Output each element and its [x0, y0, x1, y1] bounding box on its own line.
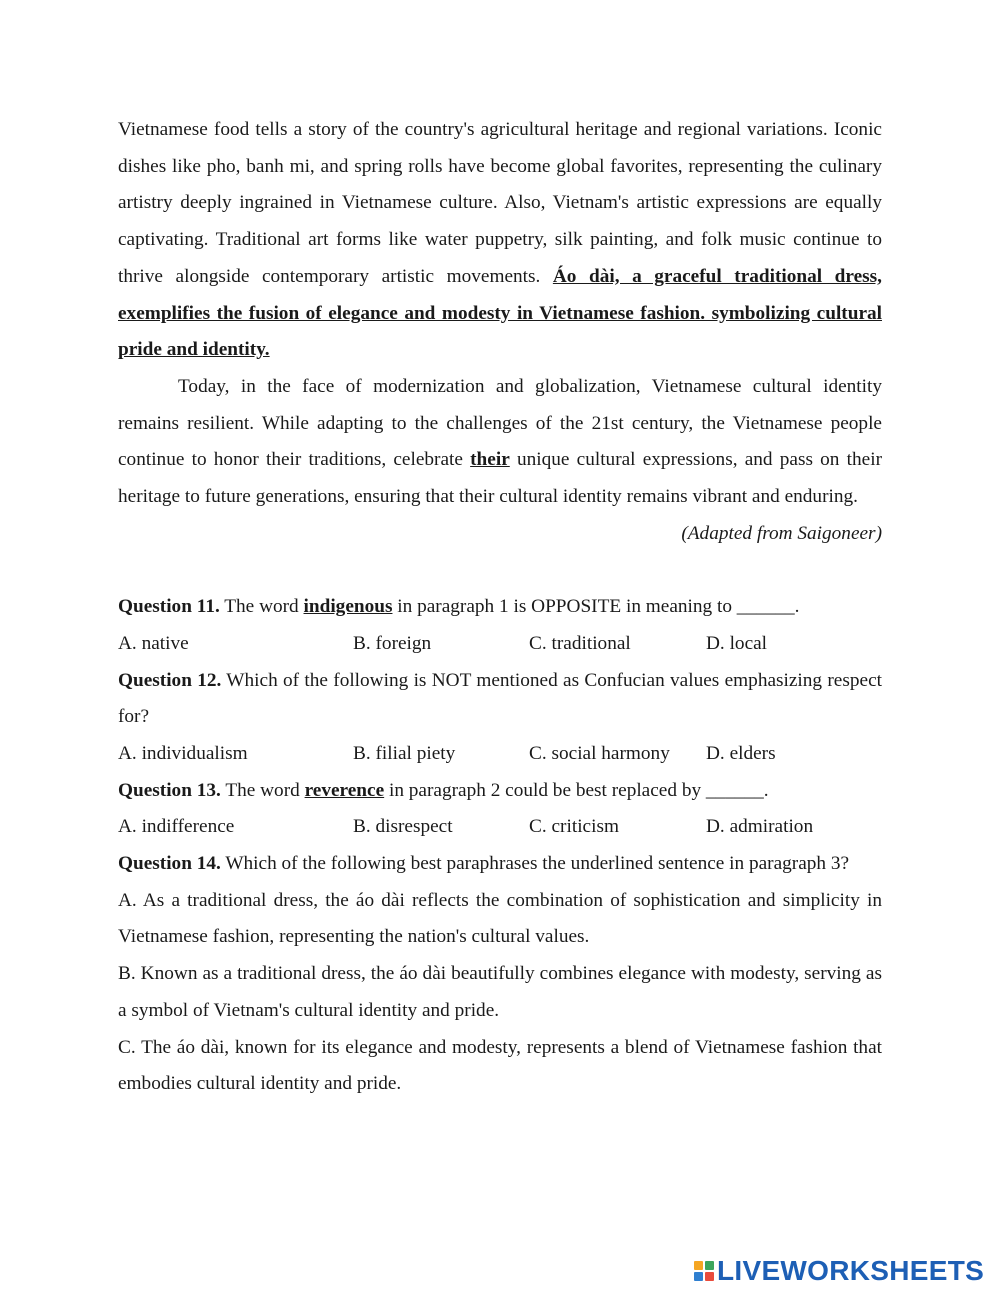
worksheet-page — [118, 112, 882, 1103]
question-11-text-after: in paragraph 1 is OPPOSITE in meaning to ______. — [392, 596, 800, 618]
passage-paragraph-3 — [118, 112, 882, 369]
question-13-option-a[interactable]: A. indifference — [118, 816, 235, 838]
question-14-option-b[interactable]: B. Known as a traditional dress, the áo dài beautifully combines elegance with modesty, serving as a symbol of Vietnam's cultural identity and pride. — [118, 963, 882, 1021]
question-13-text-before: The word — [220, 779, 305, 801]
question-11-keyword: indigenous — [303, 596, 393, 618]
underlined-word-their: their — [470, 449, 510, 471]
question-12-option-d[interactable]: D. elders — [706, 742, 776, 764]
paragraph-4-text-before: Today, in the face of modernization and globalization, Vietnamese cultural identity remains resilient. While adapting to the challenges of the 21st century, the Vietnamese people continue to honor their traditions, celebrate — [118, 375, 882, 471]
question-11-option-a[interactable]: A. native — [118, 632, 189, 654]
question-14-label: Question 14. — [118, 853, 221, 875]
logo-text: LIVEWORKSHEETS — [717, 1255, 985, 1286]
question-11-option-c[interactable]: C. traditional — [529, 632, 631, 654]
question-14-option-c[interactable]: C. The áo dài, known for its elegance and modesty, represents a blend of Vietnamese fashion that embodies cultural identity and pride. — [118, 1036, 882, 1095]
question-13-option-d[interactable]: D. admiration — [706, 816, 814, 838]
question-11-option-b[interactable]: B. foreign — [353, 632, 432, 654]
question-11-options — [118, 626, 882, 663]
question-13-keyword: reverence — [304, 779, 385, 801]
question-12-option-c[interactable]: C. social harmony — [529, 742, 670, 764]
question-12 — [118, 663, 882, 736]
liveworksheets-logo[interactable] — [694, 1256, 984, 1286]
liveworksheets-logo-icon — [694, 1261, 714, 1281]
question-11-label: Question 11. — [118, 596, 220, 618]
underlined-sentence: Áo dài, a graceful traditional dress, exemplifies the fusion of elegance and modesty in Vietnamese fashion. symbolizing cultural pride and identity. — [118, 265, 882, 361]
question-11-option-d[interactable]: D. local — [706, 632, 768, 654]
question-11-text-before: The word — [219, 596, 304, 618]
question-14-text: Which of the following best paraphrases the underlined sentence in paragraph 3? — [220, 853, 850, 875]
question-13-option-c[interactable]: C. criticism — [529, 816, 619, 838]
question-13 — [118, 773, 882, 810]
source-citation: (Adapted from Saigoneer) — [681, 522, 882, 544]
spacer — [118, 552, 882, 589]
question-12-options — [118, 736, 882, 773]
question-11 — [118, 589, 882, 626]
question-13-options — [118, 809, 882, 846]
question-12-label: Question 12. — [118, 669, 222, 691]
question-12-text: Which of the following is NOT mentioned as Confucian values emphasizing respect for? — [118, 669, 882, 728]
paragraph-4-text-after: unique cultural expressions, and pass on their heritage to future generations, ensuring that their cultural identity remains vibrant and enduring. — [118, 449, 882, 508]
question-13-label: Question 13. — [118, 779, 221, 801]
question-12-option-b[interactable]: B. filial piety — [353, 742, 456, 764]
question-12-option-a[interactable]: A. individualism — [118, 742, 248, 764]
passage-paragraph-4 — [118, 369, 882, 516]
paragraph-3-text: Vietnamese food tells a story of the country's agricultural heritage and regional variations. Iconic dishes like pho, banh mi, and spring rolls have become global favorites, representing the culinary artistry deeply ingrained in Vietnamese culture. Also, Vietnam's artistic expressions are equally captivating. Traditional art forms like water puppetry, silk painting, and folk music continue to thrive alongside contemporary artistic movements. — [118, 119, 882, 287]
question-14 — [118, 846, 882, 883]
question-13-option-b[interactable]: B. disrespect — [353, 816, 453, 838]
question-13-text-after: in paragraph 2 could be best replaced by ______. — [384, 779, 769, 801]
question-14-option-a[interactable]: A. As a traditional dress, the áo dài reflects the combination of sophistication and simplicity in Vietnamese fashion, representing the nation's cultural values. — [118, 889, 882, 948]
